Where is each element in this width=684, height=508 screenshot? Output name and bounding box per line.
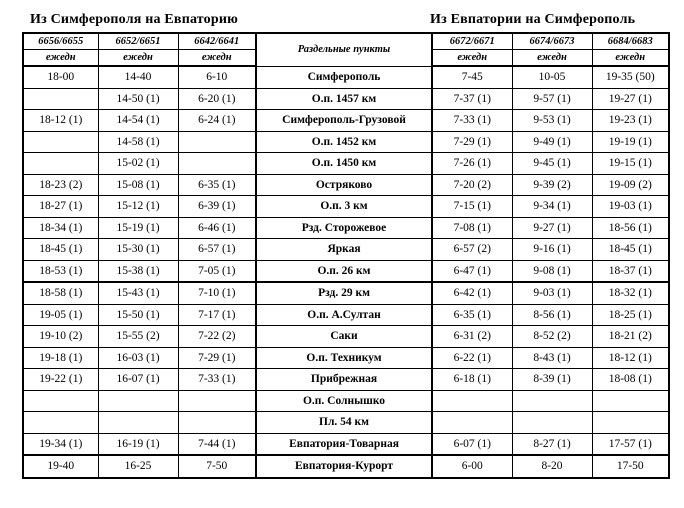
departure-time-cell: 7-10 (1) (178, 282, 256, 304)
frequency-label: ежедн (178, 50, 256, 67)
departure-time-cell: 19-22 (1) (23, 369, 98, 391)
departure-time-cell: 7-45 (432, 66, 512, 88)
departure-time-cell: 6-57 (2) (432, 239, 512, 261)
departure-time-cell: 9-34 (1) (512, 196, 592, 218)
departure-time-cell: 7-26 (1) (432, 153, 512, 175)
table-row (23, 282, 669, 304)
departure-time-cell: 18-45 (1) (23, 239, 98, 261)
departure-time-cell: 16-19 (1) (98, 433, 178, 455)
table-row (23, 174, 669, 196)
departure-time-cell: 14-58 (1) (98, 131, 178, 153)
departure-time-cell: 8-27 (1) (512, 433, 592, 455)
departure-time-cell: 9-16 (1) (512, 239, 592, 261)
departure-time-cell: 19-34 (1) (23, 433, 98, 455)
departure-time-cell: 7-33 (1) (178, 369, 256, 391)
station-name: О.п. А.Султан (256, 304, 432, 326)
departure-time-cell: 16-03 (1) (98, 347, 178, 369)
departure-time-cell: 18-25 (1) (592, 304, 669, 326)
departure-time-cell (178, 412, 256, 434)
station-name: Симферополь-Грузовой (256, 110, 432, 132)
departure-time-cell: 8-20 (512, 455, 592, 478)
station-column-header: Раздельные пункты (256, 33, 432, 66)
departure-time-cell: 7-33 (1) (432, 110, 512, 132)
departure-time-cell: 18-37 (1) (592, 260, 669, 282)
departure-time-cell: 19-15 (1) (592, 153, 669, 175)
departure-time-cell: 9-39 (2) (512, 174, 592, 196)
departure-time-cell: 17-50 (592, 455, 669, 478)
departure-time-cell: 6-39 (1) (178, 196, 256, 218)
train-number: 6684/6683 (592, 33, 669, 50)
departure-time-cell: 15-19 (1) (98, 217, 178, 239)
departure-time-cell: 18-08 (1) (592, 369, 669, 391)
table-row (23, 66, 669, 88)
departure-time-cell: 7-29 (1) (178, 347, 256, 369)
departure-time-cell (23, 88, 98, 110)
station-name: О.п. Техникум (256, 347, 432, 369)
table-row (23, 412, 669, 434)
departure-time-cell: 18-00 (23, 66, 98, 88)
departure-time-cell: 14-40 (98, 66, 178, 88)
departure-time-cell: 16-07 (1) (98, 369, 178, 391)
heading-evpatoria-to-simferopol: Из Евпатории на Симферополь (430, 12, 636, 27)
station-name: Рзд. Сторожевое (256, 217, 432, 239)
departure-time-cell: 7-50 (178, 455, 256, 478)
departure-time-cell (23, 131, 98, 153)
departure-time-cell (512, 390, 592, 412)
departure-time-cell (23, 412, 98, 434)
departure-time-cell: 8-52 (2) (512, 326, 592, 348)
departure-time-cell (23, 153, 98, 175)
table-row (23, 153, 669, 175)
station-name: Прибрежная (256, 369, 432, 391)
departure-time-cell: 7-22 (2) (178, 326, 256, 348)
departure-time-cell: 17-57 (1) (592, 433, 669, 455)
departure-time-cell: 6-20 (1) (178, 88, 256, 110)
train-number: 6652/6651 (98, 33, 178, 50)
table-row (23, 217, 669, 239)
departure-time-cell: 6-24 (1) (178, 110, 256, 132)
train-number-row (23, 33, 669, 50)
table-row (23, 239, 669, 261)
departure-time-cell: 19-03 (1) (592, 196, 669, 218)
table-row (23, 304, 669, 326)
departure-time-cell (432, 390, 512, 412)
departure-time-cell: 9-57 (1) (512, 88, 592, 110)
table-row (23, 88, 669, 110)
table-row (23, 326, 669, 348)
departure-time-cell (592, 390, 669, 412)
departure-time-cell: 6-46 (1) (178, 217, 256, 239)
departure-time-cell: 6-35 (1) (178, 174, 256, 196)
departure-time-cell (178, 131, 256, 153)
departure-time-cell: 18-12 (1) (23, 110, 98, 132)
station-name: Рзд. 29 км (256, 282, 432, 304)
heading-simferopol-to-evpatoria: Из Симферополя на Евпаторию (30, 12, 239, 27)
station-name: О.п. 3 км (256, 196, 432, 218)
departure-time-cell: 15-55 (2) (98, 326, 178, 348)
station-name: Симферополь (256, 66, 432, 88)
departure-time-cell: 19-10 (2) (23, 326, 98, 348)
departure-time-cell: 15-02 (1) (98, 153, 178, 175)
table-row (23, 347, 669, 369)
departure-time-cell: 9-45 (1) (512, 153, 592, 175)
departure-time-cell (178, 390, 256, 412)
station-name: Евпатория-Курорт (256, 455, 432, 478)
departure-time-cell: 15-50 (1) (98, 304, 178, 326)
departure-time-cell: 6-42 (1) (432, 282, 512, 304)
departure-time-cell: 9-27 (1) (512, 217, 592, 239)
departure-time-cell (98, 412, 178, 434)
station-name: О.п. 1450 км (256, 153, 432, 175)
departure-time-cell: 7-05 (1) (178, 260, 256, 282)
departure-time-cell: 6-18 (1) (432, 369, 512, 391)
train-number: 6672/6671 (432, 33, 512, 50)
departure-time-cell: 6-07 (1) (432, 433, 512, 455)
departure-time-cell: 14-54 (1) (98, 110, 178, 132)
station-name: О.п. 1457 км (256, 88, 432, 110)
departure-time-cell: 7-29 (1) (432, 131, 512, 153)
departure-time-cell: 7-20 (2) (432, 174, 512, 196)
departure-time-cell: 9-03 (1) (512, 282, 592, 304)
departure-time-cell: 18-45 (1) (592, 239, 669, 261)
departure-time-cell: 6-35 (1) (432, 304, 512, 326)
table-row (23, 390, 669, 412)
train-number: 6656/6655 (23, 33, 98, 50)
frequency-label: ежедн (512, 50, 592, 67)
departure-time-cell: 6-47 (1) (432, 260, 512, 282)
departure-time-cell: 7-44 (1) (178, 433, 256, 455)
departure-time-cell: 18-32 (1) (592, 282, 669, 304)
departure-time-cell: 19-23 (1) (592, 110, 669, 132)
station-name: Саки (256, 326, 432, 348)
departure-time-cell: 18-12 (1) (592, 347, 669, 369)
table-row (23, 131, 669, 153)
table-row (23, 196, 669, 218)
departure-time-cell: 8-43 (1) (512, 347, 592, 369)
departure-time-cell (23, 390, 98, 412)
departure-time-cell (512, 412, 592, 434)
station-name: О.п. Солнышко (256, 390, 432, 412)
departure-time-cell (98, 390, 178, 412)
departure-time-cell: 15-08 (1) (98, 174, 178, 196)
table-row (23, 110, 669, 132)
departure-time-cell: 15-30 (1) (98, 239, 178, 261)
departure-time-cell: 19-18 (1) (23, 347, 98, 369)
departure-time-cell: 8-39 (1) (512, 369, 592, 391)
departure-time-cell: 19-35 (50) (592, 66, 669, 88)
departure-time-cell: 18-34 (1) (23, 217, 98, 239)
departure-time-cell: 7-15 (1) (432, 196, 512, 218)
train-number: 6674/6673 (512, 33, 592, 50)
departure-time-cell: 9-49 (1) (512, 131, 592, 153)
departure-time-cell: 6-31 (2) (432, 326, 512, 348)
train-number: 6642/6641 (178, 33, 256, 50)
timetable (22, 32, 670, 479)
station-name: О.п. 1452 км (256, 131, 432, 153)
frequency-label: ежедн (98, 50, 178, 67)
station-name: О.п. 26 км (256, 260, 432, 282)
departure-time-cell (592, 412, 669, 434)
departure-time-cell: 18-23 (2) (23, 174, 98, 196)
departure-time-cell: 18-56 (1) (592, 217, 669, 239)
departure-time-cell (432, 412, 512, 434)
departure-time-cell: 15-12 (1) (98, 196, 178, 218)
table-row (23, 433, 669, 455)
departure-time-cell: 18-27 (1) (23, 196, 98, 218)
table-row (23, 455, 669, 478)
departure-time-cell: 18-58 (1) (23, 282, 98, 304)
station-name: Яркая (256, 239, 432, 261)
departure-time-cell: 6-57 (1) (178, 239, 256, 261)
table-row (23, 260, 669, 282)
departure-time-cell: 19-09 (2) (592, 174, 669, 196)
departure-time-cell: 19-05 (1) (23, 304, 98, 326)
departure-time-cell: 6-10 (178, 66, 256, 88)
departure-time-cell: 16-25 (98, 455, 178, 478)
departure-time-cell: 6-00 (432, 455, 512, 478)
departure-time-cell: 19-19 (1) (592, 131, 669, 153)
departure-time-cell: 15-38 (1) (98, 260, 178, 282)
departure-time-cell: 7-37 (1) (432, 88, 512, 110)
departure-time-cell (178, 153, 256, 175)
departure-time-cell: 15-43 (1) (98, 282, 178, 304)
departure-time-cell: 10-05 (512, 66, 592, 88)
departure-time-cell: 7-08 (1) (432, 217, 512, 239)
frequency-label: ежедн (23, 50, 98, 67)
departure-time-cell: 7-17 (1) (178, 304, 256, 326)
station-name: Евпатория-Товарная (256, 433, 432, 455)
departure-time-cell: 14-50 (1) (98, 88, 178, 110)
departure-time-cell: 9-08 (1) (512, 260, 592, 282)
departure-time-cell: 18-21 (2) (592, 326, 669, 348)
station-name: Остряково (256, 174, 432, 196)
departure-time-cell: 18-53 (1) (23, 260, 98, 282)
table-row (23, 369, 669, 391)
departure-time-cell: 8-56 (1) (512, 304, 592, 326)
departure-time-cell: 9-53 (1) (512, 110, 592, 132)
frequency-label: ежедн (432, 50, 512, 67)
departure-time-cell: 19-40 (23, 455, 98, 478)
departure-time-cell: 19-27 (1) (592, 88, 669, 110)
frequency-label: ежедн (592, 50, 669, 67)
station-name: Пл. 54 км (256, 412, 432, 434)
departure-time-cell: 6-22 (1) (432, 347, 512, 369)
